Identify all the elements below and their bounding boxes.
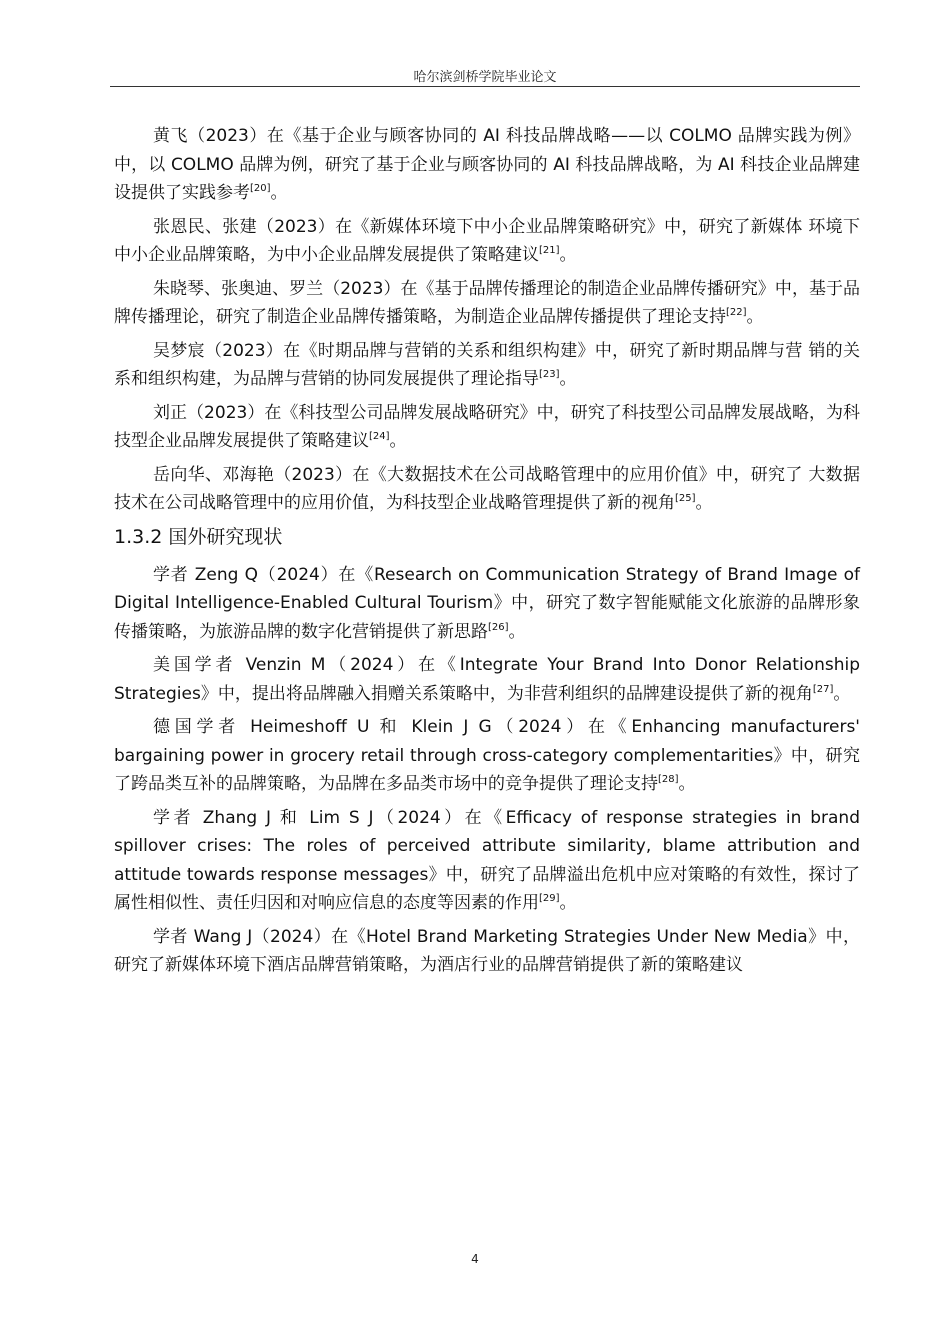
reference-paragraph — [114, 122, 860, 208]
paragraph-text: 美国学者 Venzin M（2024）在《Integrate Your Brand Into Donor Relationship Strategies》中，提出将品牌融入捐赠关系策略中，为非营利组织的品牌建设提供了新的视角 — [114, 655, 860, 704]
paragraph-end: 。 — [389, 431, 407, 451]
paragraph-text: 黄飞（2023）在《基于企业与顾客协同的 AI 科技品牌战略——以 COLMO 品牌实践为例》中，以 COLMO 品牌为例，研究了基于企业与顾客协同的 AI 科技品牌战略，为 AI 科技企业品牌建设提供了实践参考 — [114, 126, 860, 203]
paragraph-text: 张恩民、张建（2023）在《新媒体环境下中小企业品牌策略研究》中，研究了新媒体 环境下中小企业品牌策略，为中小企业品牌发展提供了策略建议 — [114, 216, 860, 265]
citation-ref: [21] — [539, 245, 560, 256]
paragraph-text: 岳向华、邓海艳（2023）在《大数据技术在公司战略管理中的应用价值》中，研究了 大数据技术在公司战略管理中的应用价值，为科技型企业战略管理提供了新的视角 — [114, 464, 860, 513]
citation-ref: [29] — [539, 893, 560, 904]
page-header: 哈尔滨剑桥学院毕业论文 — [413, 70, 557, 85]
document-body — [114, 122, 860, 985]
reference-paragraph — [114, 399, 860, 456]
paragraph-text: 学者 Zhang J 和 Lim S J（2024）在《Efficacy of response strategies in brand spillover crises: The roles of perceived attribute similarity, blame attribution and attitude towards response messages》中，研究了品牌溢出危机中应对策略的有效性，探讨了属性相似性、责任归因和对响应信息的态度等因素的作用 — [114, 807, 860, 913]
reference-paragraph — [114, 461, 860, 518]
reference-paragraph — [114, 651, 860, 708]
reference-paragraph — [114, 337, 860, 394]
paragraph-end: 。 — [559, 369, 577, 389]
paragraph-end: 。 — [695, 493, 713, 513]
paragraph-end: 。 — [833, 683, 851, 704]
section-heading: 1.3.2 国外研究现状 — [114, 525, 283, 548]
reference-paragraph — [114, 213, 860, 270]
reference-paragraph — [114, 713, 860, 799]
paragraph-end: 。 — [678, 774, 696, 794]
domestic-research-section — [114, 122, 860, 518]
foreign-research-section — [114, 561, 860, 980]
paragraph-end: 。 — [559, 893, 577, 913]
header-divider — [110, 86, 860, 87]
citation-ref: [20] — [250, 183, 271, 194]
page-number: 4 — [471, 1252, 479, 1266]
citation-ref: [25] — [675, 493, 696, 504]
citation-ref: [27] — [812, 683, 834, 695]
paragraph-end: 。 — [270, 183, 288, 203]
paragraph-end: 。 — [559, 245, 577, 265]
citation-ref: [28] — [658, 774, 679, 785]
citation-ref: [26] — [488, 621, 509, 633]
paragraph-text: 朱晓琴、张奥迪、罗兰（2023）在《基于品牌传播理论的制造企业品牌传播研究》中，基于品牌传播理论，研究了制造企业品牌传播策略，为制造企业品牌传播提供了理论支持 — [114, 278, 860, 327]
citation-ref: [24] — [369, 431, 390, 442]
paragraph-text: 刘正（2023）在《科技型公司品牌发展战略研究》中，研究了科技型公司品牌发展战略，为科技型企业品牌发展提供了策略建议 — [114, 402, 860, 451]
reference-paragraph — [114, 275, 860, 332]
paragraph-text: 学者 Wang J（2024）在《Hotel Brand Marketing Strategies Under New Media》中，研究了新媒体环境下酒店品牌营销策略，为酒店行业的品牌营销提供了新的策略建议 — [114, 926, 860, 975]
citation-ref: [22] — [726, 307, 747, 318]
reference-paragraph — [114, 923, 860, 980]
citation-ref: [23] — [539, 369, 560, 380]
reference-paragraph — [114, 561, 860, 647]
reference-paragraph — [114, 804, 860, 918]
paragraph-text: 吴梦宸（2023）在《时期品牌与营销的关系和组织构建》中，研究了新时期品牌与营 销的关系和组织构建，为品牌与营销的协同发展提供了理论指导 — [114, 340, 860, 389]
paragraph-text: 学者 Zeng Q（2024）在《Research on Communication Strategy of Brand Image of Digital Intelligence-Enabled Cultural Tourism》中，研究了数字智能赋能文化旅游的品牌形象传播策略，为旅游品牌的数字化营销提供了新思路 — [114, 564, 860, 642]
paragraph-end: 。 — [508, 621, 526, 642]
paragraph-text: 德国学者 Heimeshoff U 和 Klein J G（2024）在《Enhancing manufacturers' bargaining power in grocery retail through cross-category complementarities》中，研究了跨品类互补的品牌策略，为品牌在多品类市场中的竞争提供了理论支持 — [114, 717, 860, 794]
paragraph-end: 。 — [746, 307, 764, 327]
